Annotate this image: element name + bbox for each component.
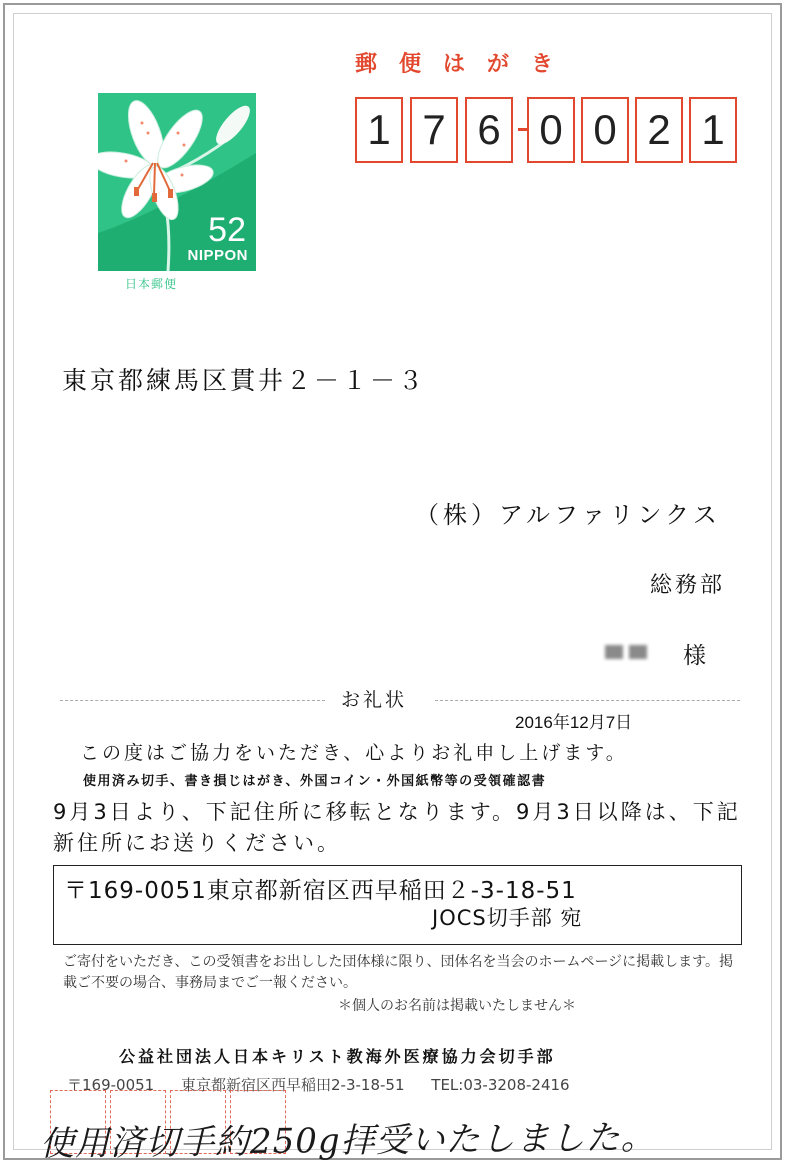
postal-digit-box: 1 [355, 97, 403, 163]
postal-digit-box: 1 [689, 97, 737, 163]
receipt-note: 使用済み切手、書き損じはがき、外国コイン・外国紙幣等の受領確認書 [83, 774, 547, 789]
sender-postal-code: 〒169-0051 [67, 1076, 155, 1094]
stamp-value: 52 [208, 211, 246, 249]
sender-address: 東京都新宿区西早稲田2-3-18-51 [181, 1076, 405, 1094]
postal-digit-box: 7 [410, 97, 458, 163]
handwritten-note: 使用済切手約250g拝受いたしました。 [39, 1117, 656, 1165]
new-address: 〒169-0051東京都新宿区西早稲田２-3-18-51 [64, 878, 577, 904]
postcard-label: 郵便はがき [355, 52, 576, 77]
postal-code-boxes [355, 97, 740, 167]
thanks-message: この度はご協力をいただき、心よりお礼申し上げます。 [80, 742, 628, 764]
divider-left [60, 700, 325, 701]
postal-code-dash [518, 128, 527, 131]
private-note: ＊個人のお名前は掲載いたしません＊ [338, 998, 576, 1014]
postal-digit-box: 0 [527, 97, 575, 163]
redacted-recipient-name [603, 641, 651, 663]
letter-title: お礼状 [341, 689, 408, 711]
stamp-issuer: 日本郵便 [125, 277, 178, 291]
postage-stamp [98, 93, 256, 271]
postal-digit-box: 0 [581, 97, 629, 163]
new-department: JOCS切手部 宛 [432, 906, 583, 930]
sender-organization: 公益社団法人日本キリスト教海外医療協力会切手部 [119, 1047, 556, 1066]
publication-note: ご寄付をいただき、この受領書をお出しした団体様に限り、団体名を当会のホームページに掲載します。掲載ご不要の場合、事務局までご一報ください。 [63, 954, 734, 991]
stamp-country: NIPPON [187, 247, 248, 264]
recipient-company: （株）アルファリンクス [415, 501, 721, 529]
divider-right [435, 700, 740, 701]
postcard [3, 3, 782, 1165]
sender-tel: TEL:03-3208-2416 [431, 1076, 570, 1094]
recipient-honorific: 様 [683, 643, 706, 669]
postal-digit-box: 2 [635, 97, 683, 163]
postal-digit-box: 6 [465, 97, 513, 163]
letter-date: 2016年12月7日 [515, 713, 633, 732]
new-address-box [53, 865, 742, 945]
recipient-department: 総務部 [650, 573, 726, 598]
relocation-notice: 9月3日より、下記住所に移転となります。9月3日以降は、下記新住所にお送りください。 [53, 800, 741, 855]
recipient-address: 東京都練馬区貫井２－１－３ [62, 366, 427, 395]
